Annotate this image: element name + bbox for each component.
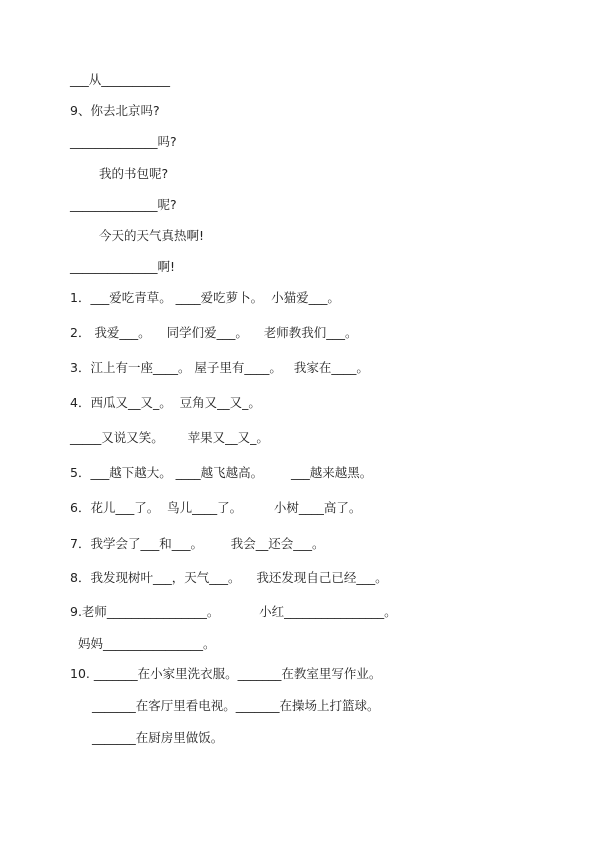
exercise-10: 10. _______在小家里洗衣服。_______在教室里写作业。 xyxy=(70,666,382,681)
text-line-7: ______________啊! xyxy=(70,259,176,274)
exercise-8: 8．我发现树叶___，天气___。 我还发现自己已经___。 xyxy=(70,570,388,585)
exercise-9-continued: 妈妈________________。 xyxy=(78,636,216,651)
exercise-6: 6．花儿___了。 鸟儿____了。 小树____高了。 xyxy=(70,500,362,515)
text-line-3: ______________吗? xyxy=(70,134,177,149)
exercise-1: 1．___爱吃青草。 ____爱吃萝卜。 小猫爱___。 xyxy=(70,290,340,305)
exercise-10-line-2: _______在客厅里看电视。_______在操场上打篮球。 xyxy=(92,698,380,713)
exercise-4-continued: _____又说又笑。 苹果又__又_。 xyxy=(70,430,269,445)
text-line-1: ___从___________ xyxy=(70,72,171,87)
text-line-2: 9、你去北京吗? xyxy=(70,103,160,118)
exercise-7: 7．我学会了___和___。 我会__还会___。 xyxy=(70,536,325,551)
exercise-9: 9.老师________________。 小红________________。 xyxy=(70,604,397,619)
exercise-4: 4．西瓜又__又_。 豆角又__又_。 xyxy=(70,395,261,410)
text-line-5: ______________呢? xyxy=(70,197,177,212)
text-line-6: 今天的天气真热啊! xyxy=(99,228,205,243)
exercise-10-line-3: _______在厨房里做饭。 xyxy=(92,730,224,745)
exercise-2: 2． 我爱___。 同学们爱___。 老师教我们___。 xyxy=(70,325,358,340)
exercise-3: 3．江上有一座____。 屋子里有____。 我家在____。 xyxy=(70,360,369,375)
text-line-4: 我的书包呢? xyxy=(99,166,169,181)
exercise-5: 5．___越下越大。 ____越飞越高。 ___越来越黑。 xyxy=(70,465,373,480)
